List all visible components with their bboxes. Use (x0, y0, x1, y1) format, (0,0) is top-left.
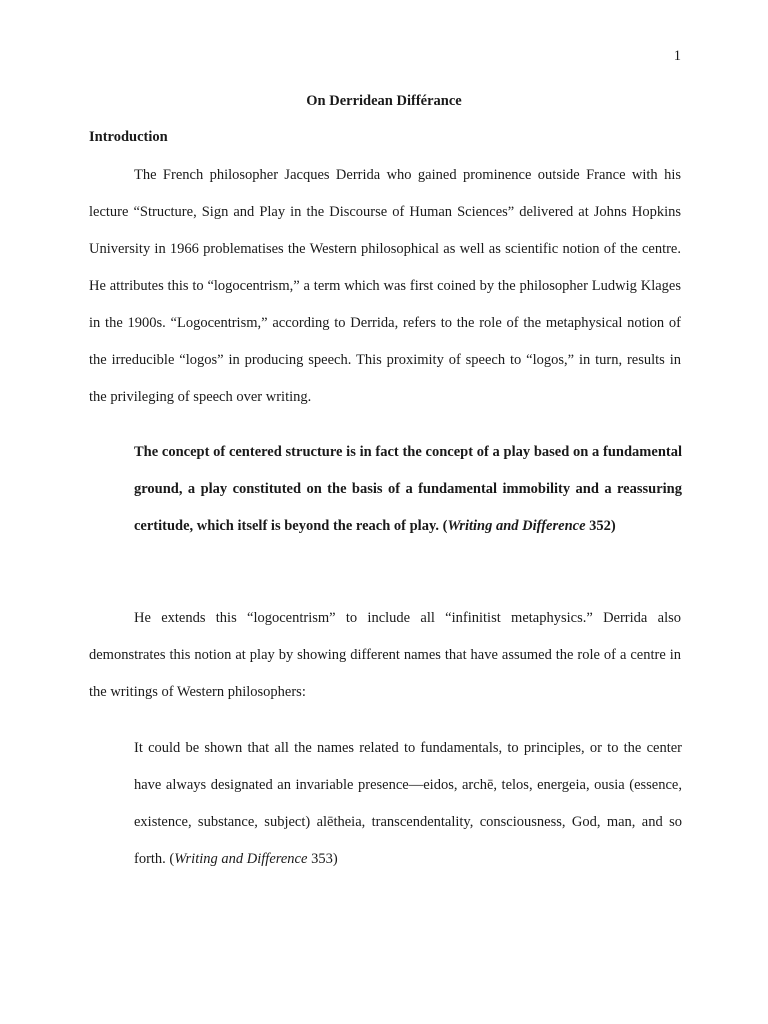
block-quote-1-text: The concept of centered structure is in fact the concept of a play based on a fundamental ground, a play constituted on the basis of a fundamental immobility and a reassuring certitude, which itself is beyond the reach of play. ( (134, 444, 682, 534)
paragraph-logocentrism: He extends this “logocentrism” to include all “infinitist metaphysics.” Derrida also demonstrates this notion at play by showing different names that have assumed the role of a centre in the writings of Western philosophers: (89, 610, 681, 700)
block-quote-1-cite-title: Writing and Difference (447, 518, 586, 534)
page-number: 1 (673, 48, 681, 64)
block-quote-2-text: It could be shown that all the names related to fundamentals, to principles, or to the center have always designated an invariable presence—eidos, archē, telos, energeia, ousia (essence, existence, substance, subject) alētheia, transcendentality, consciousness, God, man, and so forth. ( (134, 740, 682, 867)
block-quote-2 (134, 730, 682, 878)
block-quote-1 (134, 434, 682, 545)
section-heading: Introduction (89, 129, 168, 145)
paragraph-intro: The French philosopher Jacques Derrida who gained prominence outside France with his lecture “Structure, Sign and Play in the Discourse of Human Sciences” delivered at Johns Hopkins University in 1966 problematises the Western philosophical as well as scientific notion of the centre. He attributes this to “logocentrism,” a term which was first coined by the philosopher Ludwig Klages in the 1900s. “Logocentrism,” according to Derrida, refers to the role of the metaphysical notion of the irreducible “logos” in producing speech. This proximity of speech to “logos,” in turn, results in the privileging of speech over writing. (89, 167, 681, 405)
block-quote-2-cite-title: Writing and Difference (174, 851, 308, 867)
block-quote-2-cite-page: 353) (307, 851, 338, 867)
block-quote-1-cite-page: 352) (585, 518, 616, 534)
document-title: On Derridean Différance (306, 93, 462, 109)
